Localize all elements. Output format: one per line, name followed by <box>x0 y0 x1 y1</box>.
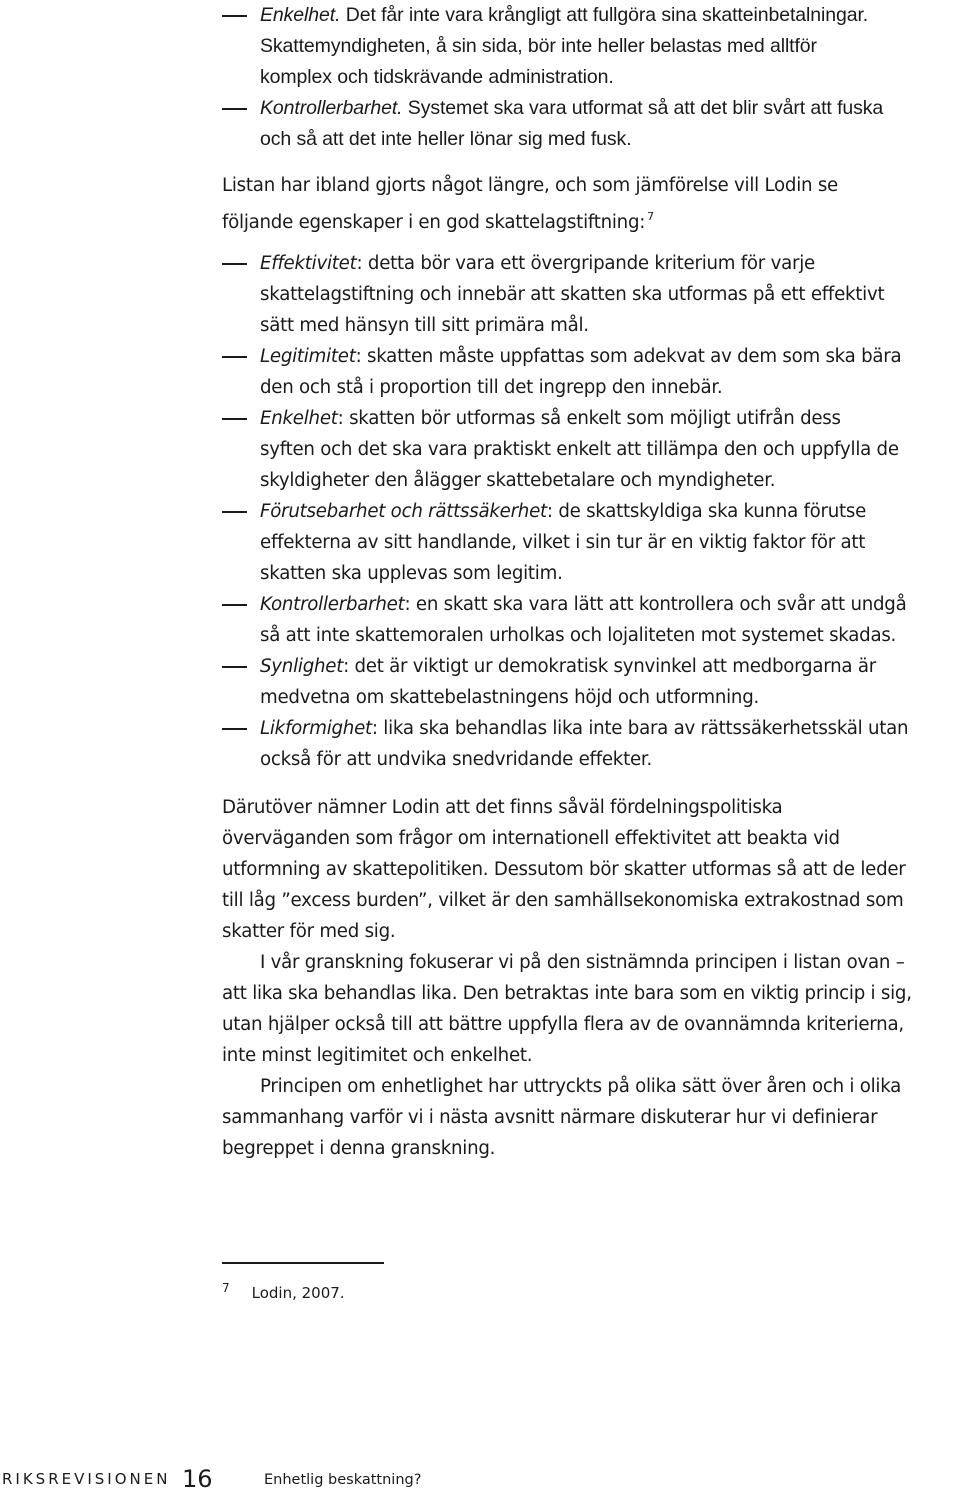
paragraph-line: att lika ska behandlas lika. Den betraktas inte bara som en viktig princip i sig, <box>222 983 912 1004</box>
list-item-text: : skatten måste uppfattas som adekvat av dem som ska bära <box>355 346 902 367</box>
list-item-term: Kontrollerbarhet. <box>260 97 403 119</box>
top-bullet-list <box>222 0 952 155</box>
list-item <box>222 713 952 775</box>
list-item <box>222 248 952 341</box>
paragraph-line: Därutöver nämner Lodin att det finns såväl fördelningspolitiska <box>222 797 783 818</box>
paragraph-line: utformning av skattepolitiken. Dessutom bör skatter utformas så att de leder <box>222 859 906 880</box>
list-item <box>222 0 952 93</box>
body-paragraph <box>222 792 952 947</box>
page-footer <box>2 1467 702 1495</box>
paragraph-line: till låg ”excess burden”, vilket är den samhällsekonomiska extrakostnad som <box>222 890 904 911</box>
paragraph-line: inte minst legitimitet och enkelhet. <box>222 1045 533 1066</box>
list-item <box>222 589 952 651</box>
list-item-text: komplex och tidskrävande administration. <box>260 66 614 88</box>
footer-brand: RIKSREVISIONEN <box>2 1470 171 1488</box>
list-item-text: : detta bör vara ett övergripande kriterium för varje <box>356 253 815 274</box>
list-item <box>222 403 952 496</box>
paragraph-line: överväganden som frågor om internationell effektivitet att beakta vid <box>222 828 840 849</box>
paragraph-line: begreppet i denna granskning. <box>222 1138 496 1159</box>
list-item <box>222 496 952 589</box>
dash-bullet <box>222 263 247 265</box>
paragraph-line: utan hjälper också till att bättre uppfylla flera av de ovannämnda kriterierna, <box>222 1014 904 1035</box>
dash-bullet <box>222 356 247 358</box>
dash-bullet <box>222 728 247 730</box>
list-item <box>222 93 952 155</box>
list-item <box>222 341 952 403</box>
footnote-ref[interactable]: 7 <box>647 210 654 223</box>
list-item-text: : lika ska behandlas lika inte bara av rättssäkerhetsskäl utan <box>371 718 909 739</box>
paragraph-line: skatter för med sig. <box>222 921 396 942</box>
footnote-number: 7 <box>222 1281 230 1295</box>
list-item-text: syften och det ska vara praktiskt enkelt att tillämpa den och uppfylla de <box>260 439 899 460</box>
list-item-term: Likformighet <box>260 718 372 739</box>
list-item-text: skattelagstiftning och innebär att skatten ska utformas på ett effektivt <box>260 284 885 305</box>
page-number: 16 <box>182 1465 213 1493</box>
list-item-text: också för att undvika snedvridande effekter. <box>260 749 652 770</box>
list-item-text: och så att det inte heller lönar sig med fusk. <box>260 128 632 150</box>
list-item-text: : en skatt ska vara lätt att kontrollera och svår att undgå <box>404 594 907 615</box>
list-item-term: Effektivitet <box>260 253 357 274</box>
intro-line: Listan har ibland gjorts något längre, och som jämförelse vill Lodin se <box>222 175 838 196</box>
list-item-text: : det är viktigt ur demokratisk synvinkel att medborgarna är <box>343 656 876 677</box>
list-item-term: Legitimitet <box>260 346 356 367</box>
criteria-list <box>222 248 952 775</box>
list-item <box>222 651 952 713</box>
footer-doc-title: Enhetlig beskattning? <box>264 1472 422 1488</box>
list-item-text: effekterna av sitt handlande, vilket i sin tur är en viktig faktor för att <box>260 532 866 553</box>
list-item-term: Kontrollerbarhet <box>260 594 405 615</box>
body-paragraph <box>222 1071 952 1164</box>
dash-bullet <box>222 511 247 513</box>
list-item-term: Synlighet <box>260 656 344 677</box>
list-item-text: : skatten bör utformas så enkelt som möjligt utifrån dess <box>337 408 841 429</box>
list-item-term: Enkelhet. <box>260 4 341 26</box>
list-item-text: skyldigheter den ålägger skattebetalare och myndigheter. <box>260 470 776 491</box>
footnote <box>222 1276 345 1305</box>
dash-bullet <box>222 418 247 420</box>
footnote-text: Lodin, 2007. <box>251 1284 345 1302</box>
list-item-text: den och stå i proportion till det ingrepp den innebär. <box>260 377 723 398</box>
intro-paragraph <box>222 170 952 238</box>
dash-bullet <box>222 604 247 606</box>
list-item-text: Systemet ska vara utformat så att det blir svårt att fuska <box>402 97 884 119</box>
list-item-text: skatten ska upplevas som legitim. <box>260 563 563 584</box>
footnote-divider <box>222 1262 384 1264</box>
list-item-text: : de skattskyldiga ska kunna förutse <box>546 501 867 522</box>
list-item-text: Skattemyndigheten, å sin sida, bör inte heller belastas med alltför <box>260 35 817 57</box>
list-item-text: Det får inte vara krångligt att fullgöra sina skatteinbetalningar. <box>340 4 869 26</box>
dash-bullet <box>222 108 247 110</box>
list-item-text: medvetna om skattebelastningens höjd och utformning. <box>260 687 760 708</box>
list-item-term: Enkelhet <box>260 408 338 429</box>
list-item-term: Förutsebarhet och rättssäkerhet <box>260 501 547 522</box>
list-item-text: så att inte skattemoralen urholkas och lojaliteten mot systemet skadas. <box>260 625 897 646</box>
intro-line: följande egenskaper i en god skattelagstiftning: <box>222 212 646 233</box>
paragraph-line: sammanhang varför vi i nästa avsnitt närmare diskuterar hur vi definierar <box>222 1107 878 1128</box>
paragraph-line: Principen om enhetlighet har uttryckts på olika sätt över åren och i olika <box>260 1076 902 1097</box>
dash-bullet <box>222 666 247 668</box>
dash-bullet <box>222 15 247 17</box>
list-item-text: sätt med hänsyn till sitt primära mål. <box>260 315 589 336</box>
body-paragraph <box>222 947 952 1071</box>
paragraph-line: I vår granskning fokuserar vi på den sistnämnda principen i listan ovan – <box>260 952 905 973</box>
